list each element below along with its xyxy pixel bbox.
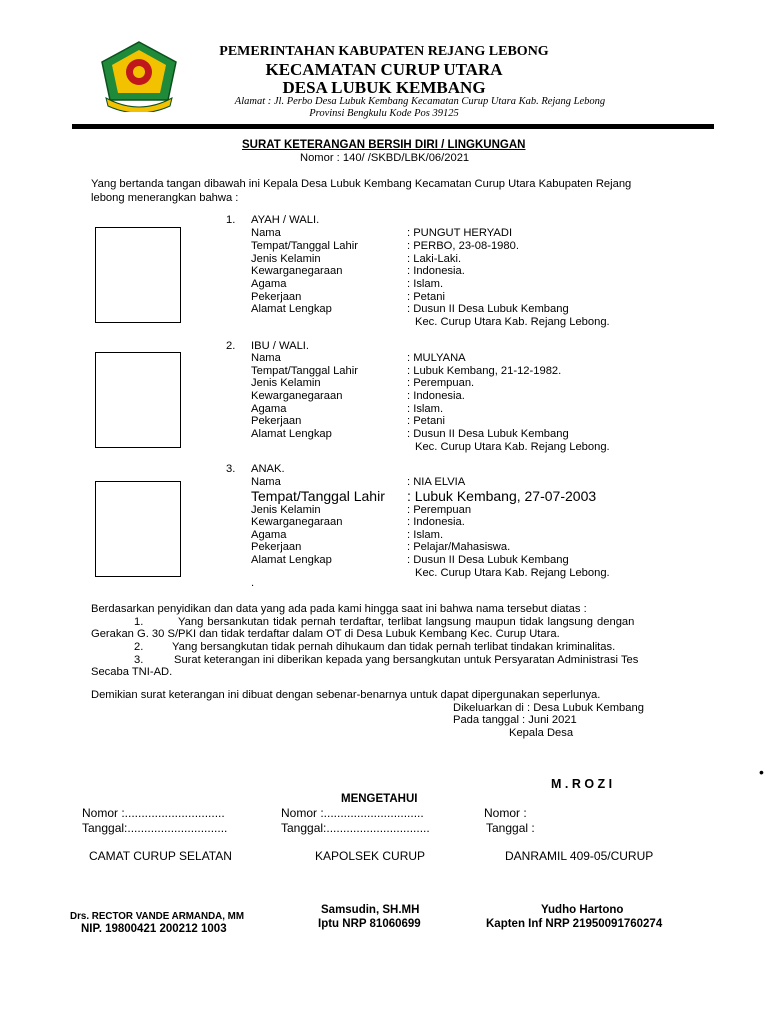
item-text: Yang bersankutan tidak pernah terdaftar, terlibat langsung maupun tidak langsung dengan (178, 616, 635, 628)
item-text: Yang bersangkutan tidak pernah dihukaum dan tidak pernah terlibat tindakan kriminalitas. (172, 641, 616, 653)
field-value-address-cont: Kec. Curup Utara Kab. Rejang Lebong. (415, 316, 610, 328)
item-number: 1. (134, 616, 144, 628)
field-value: : Islam. (407, 529, 444, 541)
person-number: 1. (226, 214, 236, 226)
person-role: IBU / WALI. (251, 340, 310, 352)
field-label: Agama (251, 529, 287, 541)
field-label: Jenis Kelamin (251, 253, 321, 265)
field-value: : Indonesia. (407, 390, 465, 402)
letter-title: SURAT KETERANGAN BERSIH DIRI / LINGKUNGAN (242, 139, 526, 151)
field-label: Nama (251, 227, 281, 239)
signatory-name: M . R O Z I (551, 777, 613, 791)
danramil-name: Yudho Hartono (541, 904, 624, 916)
item-number: 2. (134, 641, 144, 653)
kapolsek-nrp: Iptu NRP 81060699 (318, 918, 421, 930)
signatory-position: Kepala Desa (509, 727, 574, 739)
field-value: : Perempuan (407, 504, 472, 516)
field-value: : Petani (407, 415, 445, 427)
camat-name: Drs. RECTOR VANDE ARMANDA, MM (70, 911, 244, 922)
field-value: : NIA ELVIA (407, 476, 466, 488)
kapolsek-nomor: Nomor :.............................. (281, 806, 424, 820)
field-label: Jenis Kelamin (251, 377, 321, 389)
header-divider (72, 124, 714, 129)
camat-tanggal: Tanggal:.............................. (82, 821, 228, 835)
field-label: Agama (251, 403, 287, 415)
header-government: PEMERINTAHAN KABUPATEN REJANG LEBONG (219, 44, 549, 59)
kapolsek-office: KAPOLSEK CURUP (315, 849, 426, 863)
field-label: Kewarganegaraan (251, 265, 343, 277)
field-value: : Dusun II Desa Lubuk Kembang (407, 428, 569, 440)
field-value: : Petani (407, 291, 445, 303)
issued-date: Pada tanggal : Juni 2021 (453, 714, 577, 726)
item-text: Secaba TNI-AD. (91, 666, 173, 678)
acknowledgment-title: MENGETAHUI (341, 793, 418, 805)
body-paragraph: Berdasarkan penyidikan dan data yang ada pada kami hingga saat ini bahwa nama tersebut diatas : (91, 603, 587, 615)
field-value: : Perempuan. (407, 377, 475, 389)
field-value: : MULYANA (407, 352, 466, 364)
header-address-province: Provinsi Bengkulu Kode Pos 39125 (309, 108, 459, 119)
field-label: Kewarganegaraan (251, 390, 343, 402)
field-label: Nama (251, 352, 281, 364)
field-value: : Islam. (407, 403, 444, 415)
field-value: : PUNGUT HERYADI (407, 227, 513, 239)
field-label: Pekerjaan (251, 291, 302, 303)
danramil-office: DANRAMIL 409-05/CURUP (505, 849, 654, 863)
field-label: Tempat/Tanggal Lahir (251, 240, 358, 252)
field-label: Nama (251, 476, 281, 488)
camat-nip: NIP. 19800421 200212 1003 (81, 923, 227, 935)
field-value: : Lubuk Kembang, 27-07-2003 (407, 488, 597, 504)
field-value: : Lubuk Kembang, 21-12-1982. (407, 365, 562, 377)
field-value: : Dusun II Desa Lubuk Kembang (407, 554, 569, 566)
field-value: : Islam. (407, 278, 444, 290)
closing-statement: Demikian surat keterangan ini dibuat dengan sebenar-benarnya untuk dapat dipergunakan seperlunya. (91, 689, 601, 701)
field-label: Tempat/Tanggal Lahir (251, 365, 358, 377)
header-subdistrict: KECAMATAN CURUP UTARA (265, 60, 503, 79)
header-address: Alamat : Jl. Perbo Desa Lubuk Kembang Kecamatan Curup Utara Kab. Rejang Lebong (234, 96, 606, 107)
field-label: Alamat Lengkap (251, 428, 332, 440)
intro-line-2: lebong menerangkan bahwa : (91, 192, 239, 204)
field-label: Pekerjaan (251, 541, 302, 553)
field-label: Jenis Kelamin (251, 504, 321, 516)
camat-nomor: Nomor :.............................. (82, 806, 225, 820)
field-value: : Pelajar/Mahasiswa. (407, 541, 511, 553)
photo-box-child (95, 481, 181, 577)
stray-mark: . (251, 577, 255, 589)
letter-number: Nomor : 140/ /SKBD/LBK/06/2021 (300, 152, 470, 164)
field-label: Alamat Lengkap (251, 554, 332, 566)
item-text: Gerakan G. 30 S/PKI dan tidak terdaftar dalam OT di Desa Lubuk Kembang Kec. Curup Utara. (91, 628, 560, 640)
field-value: : PERBO, 23-08-1980. (407, 240, 519, 252)
intro-line-1: Yang bertanda tangan dibawah ini Kepala Desa Lubuk Kembang Kecamatan Curup Utara Kabupaten Rejang (91, 178, 632, 190)
danramil-tanggal: Tanggal : (486, 821, 535, 835)
camat-office: CAMAT CURUP SELATAN (89, 849, 232, 863)
field-value: : Indonesia. (407, 516, 465, 528)
field-value-address-cont: Kec. Curup Utara Kab. Rejang Lebong. (415, 441, 610, 453)
field-value-address-cont: Kec. Curup Utara Kab. Rejang Lebong. (415, 567, 610, 579)
header-village: DESA LUBUK KEMBANG (282, 78, 486, 97)
field-value: : Dusun II Desa Lubuk Kembang (407, 303, 569, 315)
person-number: 3. (226, 463, 236, 475)
person-role: ANAK. (251, 463, 285, 475)
danramil-nrp: Kapten Inf NRP 21950091760274 (486, 918, 663, 930)
kapolsek-name: Samsudin, SH.MH (321, 904, 420, 916)
item-number: 3. (134, 654, 144, 666)
field-value: : Laki-Laki. (407, 253, 462, 265)
photo-box-father (95, 227, 181, 323)
photo-box-mother (95, 352, 181, 448)
kapolsek-tanggal: Tanggal:............................... (281, 821, 430, 835)
person-role: AYAH / WALI. (251, 214, 320, 226)
field-label: Agama (251, 278, 287, 290)
field-label: Alamat Lengkap (251, 303, 332, 315)
field-value: : Indonesia. (407, 265, 465, 277)
bullet-mark: • (759, 764, 764, 780)
person-number: 2. (226, 340, 236, 352)
field-label: Kewarganegaraan (251, 516, 343, 528)
field-label: Tempat/Tanggal Lahir (251, 488, 385, 504)
issued-place: Dikeluarkan di : Desa Lubuk Kembang (453, 702, 644, 714)
danramil-nomor: Nomor : (484, 806, 527, 820)
item-text: Surat keterangan ini diberikan kepada yang bersangkutan untuk Persyaratan Administrasi Tes (174, 654, 639, 666)
field-label: Pekerjaan (251, 415, 302, 427)
